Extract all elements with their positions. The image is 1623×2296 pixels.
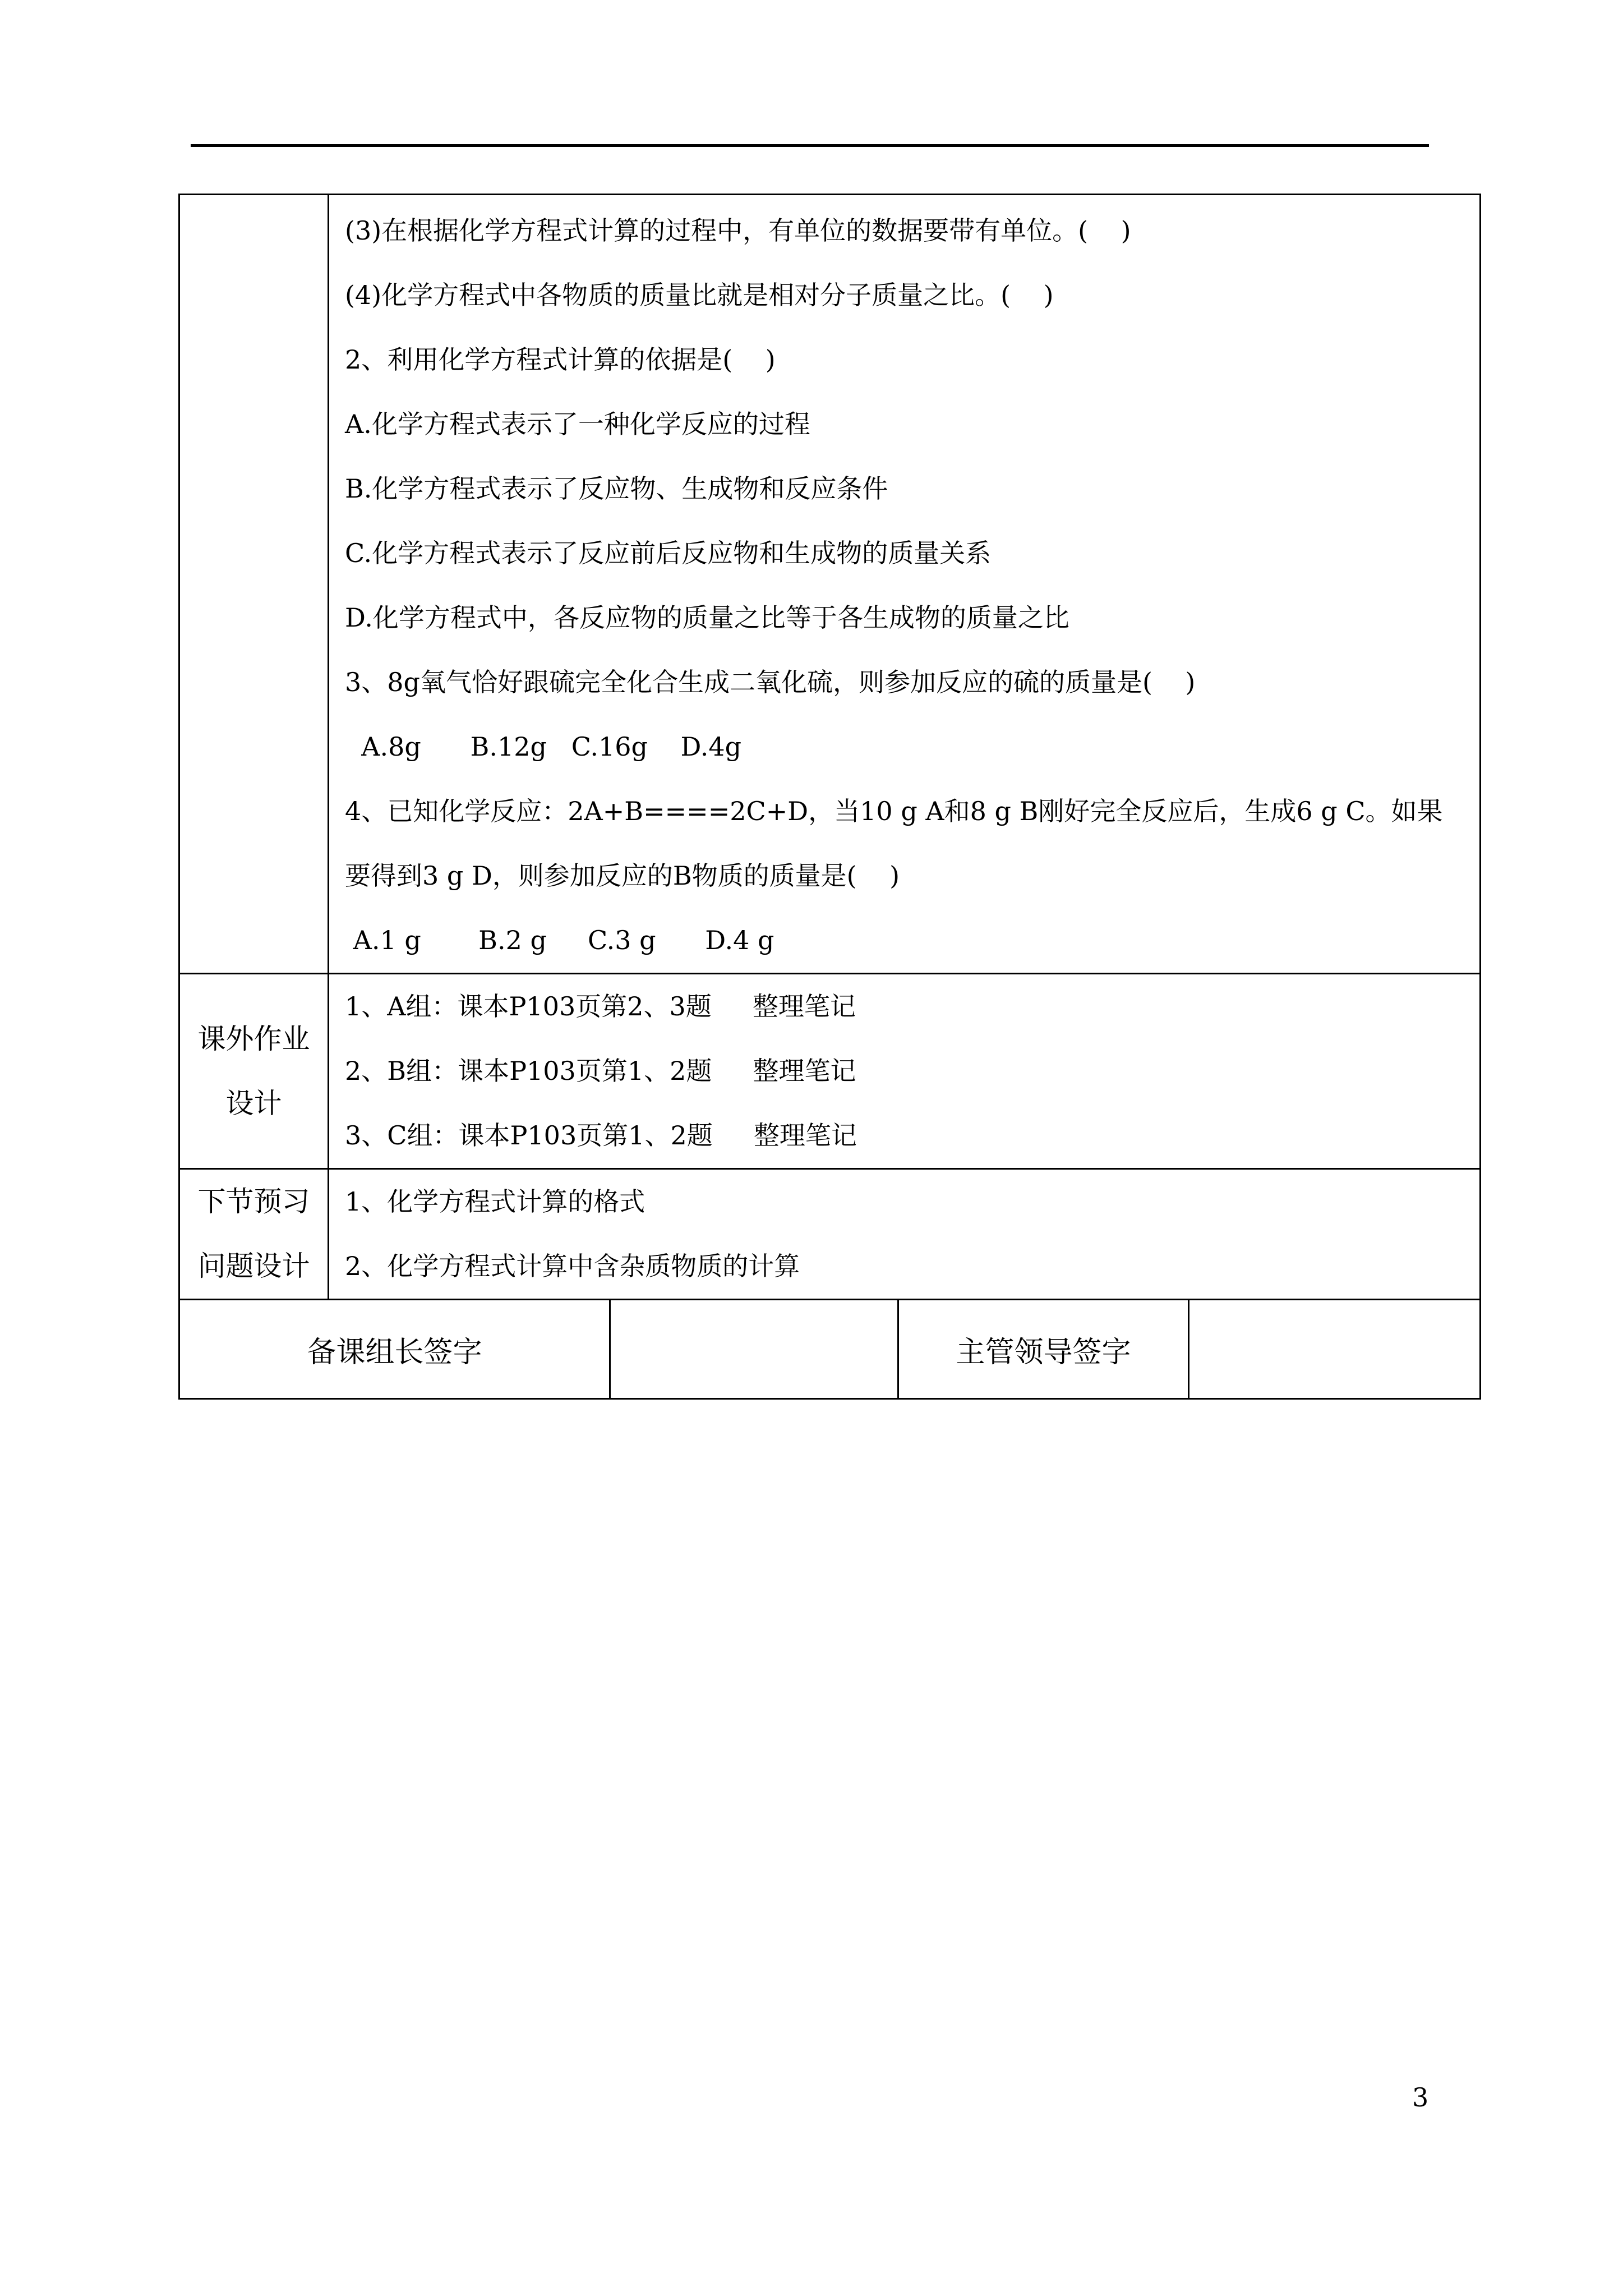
- question-option: B.化学方程式表示了反应物、生成物和反应条件: [345, 473, 888, 504]
- preview-label: [179, 1169, 329, 1300]
- lesson-plan-table: [178, 194, 1481, 1400]
- homework-content-cell: [329, 974, 1481, 1169]
- question-line: (4)化学方程式中各物质的质量比就是相对分子质量之比。( ): [345, 280, 1054, 310]
- homework-item: 1、A组：课本P103页第2、3题 整理笔记: [345, 991, 856, 1022]
- question-line: 要得到3 g D，则参加反应的B物质的质量是( ): [345, 861, 900, 891]
- group-leader-signature-field[interactable]: [610, 1300, 898, 1399]
- question-line: 3、8g氧气恰好跟硫完全化合生成二氧化硫，则参加反应的硫的质量是( ): [345, 667, 1196, 697]
- question-line: (3)在根据化学方程式计算的过程中，有单位的数据要带有单位。( ): [345, 215, 1131, 246]
- question-option: A.化学方程式表示了一种化学反应的过程: [345, 409, 810, 439]
- signature-row: [179, 1300, 1481, 1399]
- preview-label-line2: 问题设计: [197, 1250, 310, 1282]
- homework-item: 3、C组：课本P103页第1、2题 整理笔记: [345, 1120, 857, 1151]
- preview-item: 2、化学方程式计算中含杂质物质的计算: [345, 1251, 800, 1281]
- question-option: C.化学方程式表示了反应前后反应物和生成物的质量关系: [345, 538, 992, 568]
- header-rule: [191, 144, 1429, 147]
- practice-content-cell: [329, 195, 1481, 974]
- homework-row: [179, 974, 1481, 1169]
- group-leader-signature-label: 备课组长签字: [179, 1300, 610, 1399]
- preview-content-cell: [329, 1169, 1481, 1300]
- supervisor-signature-field[interactable]: [1189, 1300, 1481, 1399]
- question-line: 4、已知化学反应：2A+B====2C+D，当10 g A和8 g B刚好完全反应后，生成6 g C。如果: [345, 796, 1443, 826]
- supervisor-signature-label: 主管领导签字: [898, 1300, 1189, 1399]
- homework-label-line1: 课外作业: [197, 1022, 310, 1055]
- preview-row: [179, 1169, 1481, 1300]
- page-number: 3: [1412, 2082, 1429, 2113]
- question-line: 2、利用化学方程式计算的依据是( ): [345, 344, 776, 375]
- question-options: A.8g B.12g C.16g D.4g: [345, 731, 742, 762]
- question-option: D.化学方程式中，各反应物的质量之比等于各生成物的质量之比: [345, 602, 1069, 633]
- preview-item: 1、化学方程式计算的格式: [345, 1186, 645, 1217]
- practice-row: [179, 195, 1481, 974]
- question-options: A.1 g B.2 g C.3 g D.4 g: [345, 925, 774, 955]
- homework-label-line2: 设计: [225, 1087, 282, 1120]
- homework-label: [179, 974, 329, 1169]
- practice-label-cell: [179, 195, 329, 974]
- homework-item: 2、B组：课本P103页第1、2题 整理笔记: [345, 1056, 856, 1086]
- preview-label-line1: 下节预习: [197, 1185, 310, 1218]
